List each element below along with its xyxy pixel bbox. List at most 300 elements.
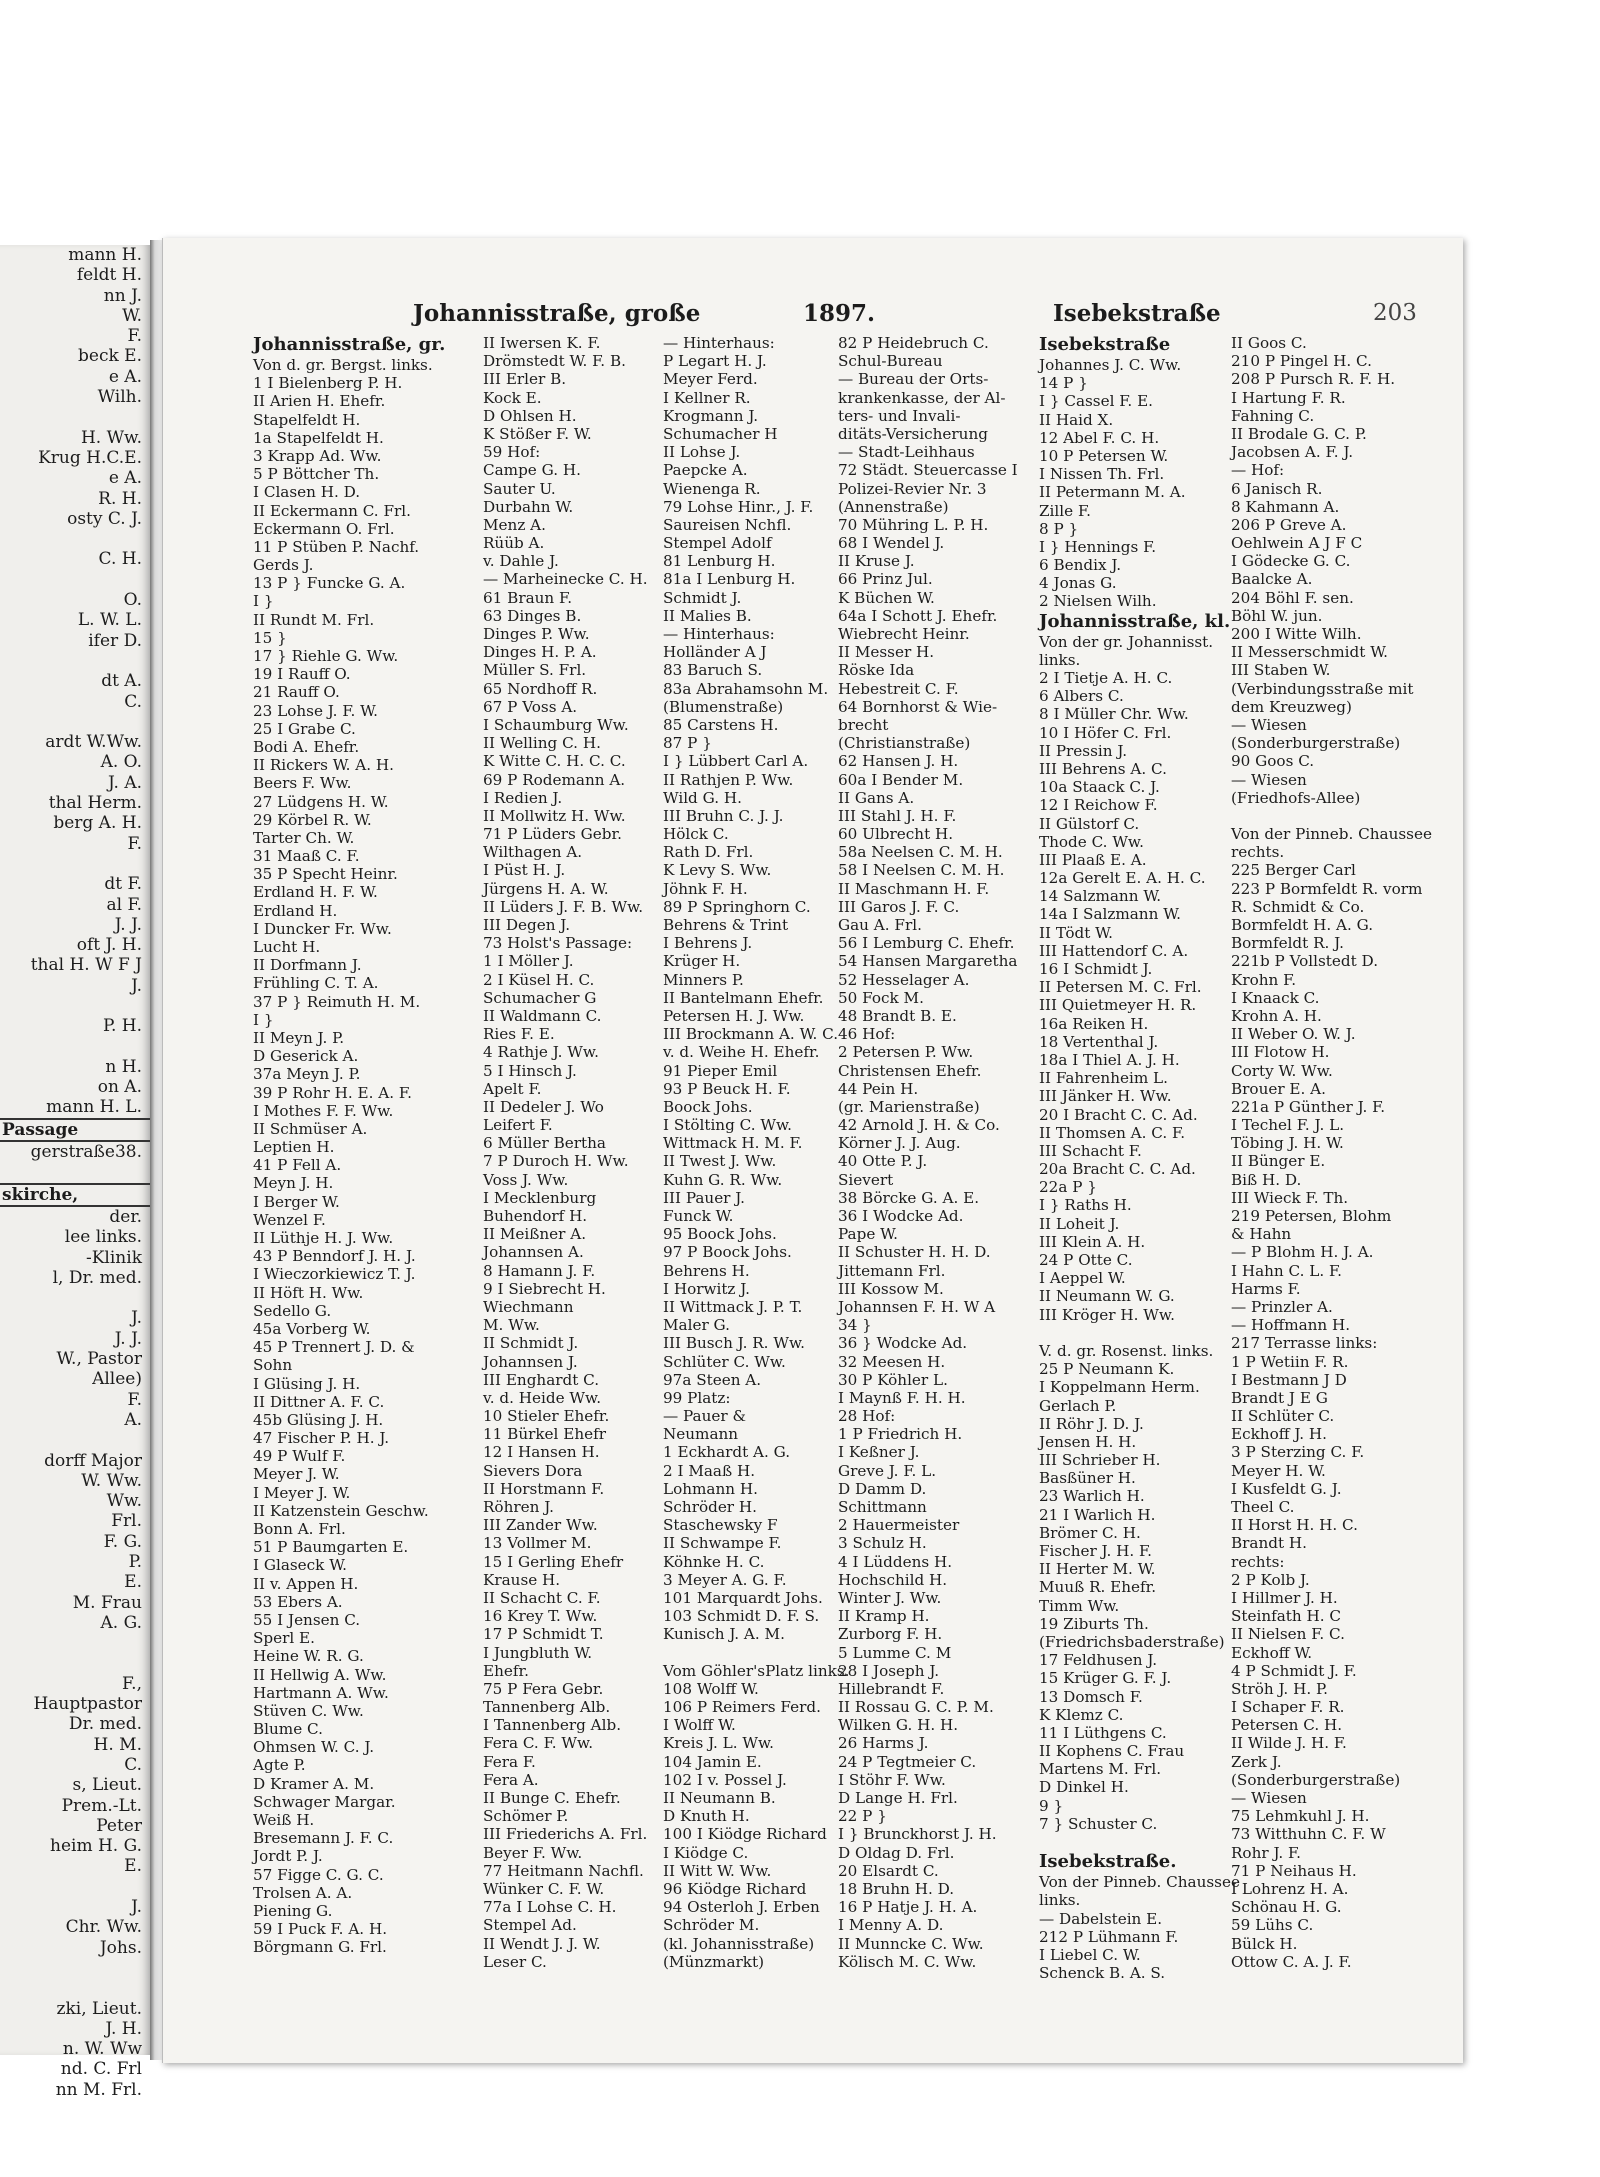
directory-entry: Rohr J. F. — [1231, 1843, 1302, 1862]
facing-page-line: J. — [131, 1897, 142, 1918]
directory-entry: 95 Boock Johs. — [663, 1225, 777, 1244]
facing-page-line: H. M. — [93, 1734, 142, 1755]
directory-entry: 10 I Höfer C. Frl. — [1039, 723, 1172, 742]
facing-page-line: F. — [127, 326, 142, 347]
directory-entry: I Horwitz J. — [663, 1279, 751, 1298]
directory-entry: 16a Reiken H. — [1039, 1014, 1149, 1033]
directory-entry: 51 P Baumgarten E. — [253, 1538, 409, 1557]
directory-entry: Stempel Adolf — [663, 534, 772, 553]
directory-entry: Sedello G. — [253, 1301, 332, 1320]
directory-entry: II Katzenstein Geschw. — [253, 1501, 429, 1520]
directory-entry: 16 Krey T. Ww. — [483, 1607, 598, 1626]
directory-entry: II Munncke C. Ww. — [838, 1934, 984, 1953]
directory-entry: 13 Domsch F. — [1039, 1687, 1143, 1706]
directory-entry: I Kusfeldt G. J. — [1231, 1479, 1342, 1498]
directory-entry: Kock E. — [483, 388, 542, 407]
directory-entry: 6 Albers C. — [1039, 687, 1124, 706]
directory-entry: Gau A. Frl. — [838, 916, 922, 934]
directory-entry: Rath D. Frl. — [663, 843, 754, 862]
facing-page-line: on A. — [97, 1077, 142, 1098]
directory-entry: Sievers Dora — [483, 1461, 583, 1480]
directory-entry: II Schlüter C. — [1231, 1407, 1335, 1426]
directory-entry: Muuß R. Ehefr. — [1039, 1578, 1157, 1597]
directory-entry: Wild G. H. — [663, 788, 742, 807]
directory-entry: K Levy S. Ww. — [663, 861, 772, 880]
facing-page-line: Wilh. — [97, 387, 142, 408]
directory-entry: D Lange H. Frl. — [838, 1789, 958, 1807]
directory-entry: I } Brunckhorst J. H. — [838, 1825, 997, 1844]
facing-page-line — [0, 651, 150, 671]
directory-entry: I } — [253, 592, 274, 611]
directory-entry: 5 Lumme C. M — [838, 1643, 952, 1662]
facing-page-line: thal H. W F J — [30, 955, 142, 976]
facing-page-line: W., Pastor — [56, 1349, 142, 1370]
directory-entry: III Kossow M. — [838, 1279, 944, 1298]
directory-entry: Sohn — [253, 1356, 293, 1375]
directory-entry: Steinfath H. C — [1231, 1607, 1342, 1626]
directory-entry: 58 I Neelsen C. M. H. — [838, 861, 1005, 880]
facing-page-line: F. G. — [103, 1531, 142, 1552]
directory-entry: D Damm D. — [838, 1479, 927, 1498]
directory-entry: P Legart H. J. — [663, 352, 767, 371]
directory-entry: Rüüb A. — [483, 534, 545, 553]
directory-entry: 90 Goos C. — [1231, 752, 1315, 771]
directory-entry: I Duncker Fr. Ww. — [253, 919, 392, 938]
directory-entry: 20 I Bracht C. C. Ad. — [1039, 1105, 1198, 1124]
directory-entry: I Gödecke G. C. — [1231, 552, 1351, 571]
directory-entry: 3 Schulz H. — [838, 1534, 927, 1553]
directory-entry: 64a I Schott J. Ehefr. — [838, 606, 998, 625]
directory-entry: II Tödt W. — [1039, 923, 1113, 942]
directory-entry: 42 Arnold J. H. & Co. — [838, 1116, 1000, 1135]
directory-entry: 85 Carstens H. — [663, 715, 779, 734]
directory-entry: Fera A. — [483, 1770, 539, 1789]
directory-entry: 12 I Reichow F. — [1039, 796, 1158, 815]
facing-page-line: L. W. L. — [77, 610, 142, 631]
directory-entry: 8 Hamann J. F. — [483, 1261, 596, 1280]
directory-entry: 219 Petersen, Blohm — [1231, 1207, 1392, 1225]
directory-entry: I Keßner J. — [838, 1443, 920, 1462]
directory-entry: Von der gr. Johannisst. — [1039, 632, 1214, 651]
directory-entry: 1a Stapelfeldt H. — [253, 428, 384, 447]
directory-entry: 54 Hansen Margaretha — [838, 952, 1018, 971]
directory-entry: I } — [253, 1010, 274, 1029]
directory-entry: Stapelfeldt H. — [253, 410, 361, 429]
directory-entry: Wiechmann — [483, 1297, 574, 1316]
directory-entry: Agte P. — [253, 1756, 306, 1775]
directory-entry: Fera F. — [483, 1752, 536, 1771]
directory-entry: II Petermann M. A. — [1039, 483, 1186, 502]
directory-entry: II Arien H. Ehefr. — [253, 392, 386, 411]
directory-entry: 7 P Duroch H. Ww. — [483, 1152, 629, 1171]
facing-page-line: A. G. — [100, 1612, 142, 1633]
facing-page-line: ifer D. — [88, 630, 142, 651]
directory-entry: 2 Petersen P. Ww. — [838, 1043, 974, 1062]
directory-entry: Jensen H. H. — [1039, 1432, 1137, 1451]
facing-page-line: s, Lieut. — [72, 1775, 142, 1796]
directory-entry: 6 Müller Bertha — [483, 1134, 606, 1153]
directory-entry: 24 P Tegtmeier C. — [838, 1752, 977, 1771]
facing-page-line: mann H. L. — [46, 1097, 142, 1118]
directory-entry: 87 P } — [663, 734, 712, 753]
directory-entry: Buhendorf H. — [483, 1207, 588, 1225]
facing-page-line: mann H. — [68, 245, 142, 265]
facing-page-line — [0, 570, 150, 590]
directory-entry: 12a Gerelt E. A. H. C. — [1039, 869, 1206, 888]
directory-entry: I Koppelmann Herm. — [1039, 1378, 1200, 1397]
directory-entry: Brömer C. H. — [1039, 1523, 1141, 1542]
directory-entry: 11 Bürkel Ehefr — [483, 1425, 606, 1444]
directory-entry: 221a P Günther J. F. — [1231, 1097, 1386, 1116]
directory-entry: 89 P Springhorn C. — [663, 897, 811, 916]
directory-entry: Sperl E. — [253, 1629, 315, 1648]
facing-page-line: Peter — [96, 1815, 142, 1836]
directory-entry: 72 Städt. Steuercasse I — [838, 461, 1018, 480]
directory-entry: links. — [1039, 650, 1081, 669]
directory-entry: Thode C. Ww. — [1039, 832, 1144, 851]
directory-entry: II Messer H. — [838, 643, 935, 662]
directory-entry: V. d. gr. Rosenst. links. — [1039, 1341, 1214, 1360]
directory-entry: Boock Johs. — [663, 1097, 753, 1116]
directory-entry: 223 P Bormfeldt R. vorm — [1231, 879, 1423, 898]
directory-entry: 99 Platz: — [663, 1388, 731, 1407]
directory-entry: 77 Heitmann Nachfl. — [483, 1861, 644, 1880]
directory-entry: 39 P Rohr H. E. A. F. — [253, 1083, 412, 1102]
directory-entry: 79 Lohse Hinr., J. F. — [663, 497, 814, 516]
directory-entry: 1 I Bielenberg P. H. — [253, 374, 403, 393]
facing-page-line: berg A. H. — [53, 813, 142, 834]
directory-entry: Schömer P. — [483, 1807, 569, 1826]
directory-entry: (Annenstraße) — [838, 497, 949, 516]
directory-entry: D Kramer A. M. — [253, 1774, 375, 1793]
facing-page-fragment — [0, 245, 150, 2100]
directory-entry: II Hellwig A. Ww. — [253, 1665, 387, 1684]
facing-page-line: F., — [122, 1673, 142, 1694]
directory-entry: Behrens & Trint — [663, 916, 789, 934]
directory-entry: 104 Jamin E. — [663, 1752, 762, 1771]
directory-entry: I Glüsing J. H. — [253, 1374, 361, 1393]
directory-entry: — Hoffmann H. — [1231, 1316, 1351, 1335]
directory-entry: II Welling C. H. — [483, 734, 601, 753]
facing-page-line: C. — [124, 1754, 142, 1775]
directory-entry: 38 Börcke G. A. E. — [838, 1188, 980, 1207]
directory-entry: Biß H. D. — [1231, 1170, 1302, 1189]
facing-page-line: beck E. — [78, 346, 142, 367]
directory-entry: II Schmidt J. — [483, 1334, 579, 1353]
directory-entry: I Meyer J. W. — [253, 1483, 351, 1502]
directory-entry: Frühling C. T. A. — [253, 974, 379, 993]
directory-entry: II Goos C. — [1231, 334, 1307, 352]
directory-entry: & Hahn — [1231, 1225, 1292, 1244]
directory-entry: II Schwampe F. — [663, 1534, 782, 1553]
directory-entry: 73 Holst's Passage: — [483, 934, 633, 953]
directory-entry: II Weber O. W. J. — [1231, 1025, 1356, 1044]
street-heading: Isebekstraße — [1039, 334, 1171, 355]
directory-entry: II Dedeler J. Wo — [483, 1097, 604, 1116]
directory-entry: Christensen Ehefr. — [838, 1061, 982, 1080]
directory-entry: II Meyn J. P. — [253, 1028, 345, 1047]
directory-entry: 25 I Grabe C. — [253, 719, 356, 738]
directory-entry: Schröder H. — [663, 1498, 757, 1516]
directory-entry: 2 P Kolb J. — [1231, 1570, 1310, 1589]
directory-entry: 103 Schmidt D. F. S. — [663, 1607, 820, 1626]
directory-entry: 75 P Fera Gebr. — [483, 1679, 604, 1698]
directory-entry: III Friederichs A. Frl. — [483, 1825, 648, 1844]
directory-entry: Staschewsky F — [663, 1516, 778, 1535]
directory-entry: 75 Lehmkuhl J. H. — [1231, 1807, 1370, 1826]
running-head-year: 1897. — [803, 300, 876, 327]
directory-entry: III Stahl J. H. F. — [838, 806, 957, 825]
facing-page-line: Dr. med. — [68, 1714, 142, 1735]
directory-entry: Wilken G. H. H. — [838, 1716, 959, 1735]
directory-entry: III Staben W. — [1231, 661, 1331, 680]
directory-entry: 25 P Neumann K. — [1039, 1360, 1175, 1379]
directory-entry: Meyer H. W. — [1231, 1461, 1326, 1480]
directory-entry: 8 I Müller Chr. Ww. — [1039, 705, 1189, 724]
directory-entry: 56 I Lemburg C. Ehefr. — [838, 934, 1015, 953]
directory-entry: 206 P Greve A. — [1231, 515, 1347, 534]
directory-entry: Ohmsen W. C. J. — [253, 1738, 375, 1757]
directory-entry: II Bünger E. — [1231, 1152, 1326, 1171]
directory-entry: 22a P } — [1039, 1178, 1097, 1197]
directory-entry: 1 Eckhardt A. G. — [663, 1443, 791, 1462]
directory-entry: III Degen J. — [483, 916, 571, 934]
directory-entry — [1231, 807, 1463, 825]
directory-entry: III Flotow H. — [1231, 1043, 1330, 1062]
facing-page-line: skirche, — [0, 1183, 150, 1207]
column-6 — [1231, 334, 1463, 2044]
directory-entry: 93 P Beuck H. F. — [663, 1079, 791, 1098]
facing-page-line: Johs. — [99, 1937, 142, 1958]
facing-page-line: Frl. — [111, 1511, 142, 1532]
directory-entry: II Bantelmann Ehefr. — [663, 988, 824, 1007]
directory-entry: Tarter Ch. W. — [253, 828, 355, 847]
directory-entry: (Münzmarkt) — [663, 1952, 764, 1971]
directory-entry: Johannsen F. H. W A — [838, 1297, 996, 1316]
directory-entry: 12 Abel F. C. H. — [1039, 428, 1160, 447]
directory-entry: K Klemz C. — [1039, 1705, 1124, 1724]
directory-entry: 101 Marquardt Johs. — [663, 1588, 823, 1607]
directory-entry: II Höft H. Ww. — [253, 1283, 364, 1302]
directory-entry: Schmidt J. — [663, 588, 742, 607]
facing-page-line — [0, 996, 150, 1016]
directory-entry: 37a Meyn J. P. — [253, 1065, 361, 1084]
directory-entry: III Schacht F. — [1039, 1141, 1142, 1160]
directory-entry: II Messerschmidt W. — [1231, 643, 1388, 662]
directory-entry: III Quietmeyer H. R. — [1039, 996, 1197, 1015]
facing-page-line — [0, 854, 150, 874]
directory-entry: Kunisch J. A. M. — [663, 1625, 785, 1644]
directory-entry: 102 I v. Possel J. — [663, 1770, 787, 1789]
facing-page-line — [0, 1958, 150, 1978]
directory-entry: 221b P Vollstedt D. — [1231, 952, 1379, 971]
facing-page-line: Prem.-Lt. — [61, 1795, 142, 1816]
directory-entry: — Wiesen — [1231, 1789, 1307, 1807]
directory-entry: Brandt J E G — [1231, 1388, 1328, 1407]
directory-entry: Theel C. — [1231, 1498, 1295, 1516]
directory-entry: Lohmann H. — [663, 1479, 758, 1498]
directory-entry: 53 Ebers A. — [253, 1592, 343, 1611]
facing-page-line: -Klinik — [85, 1247, 142, 1268]
facing-page-line: Krug H.C.E. — [38, 447, 142, 468]
directory-entry: II Dorfmann J. — [253, 956, 362, 975]
directory-entry: 47 Fischer P. H. J. — [253, 1429, 390, 1448]
directory-entry: 20 Elsardt C. — [838, 1861, 939, 1880]
directory-entry: II Gans A. — [838, 788, 915, 807]
directory-entry: (Blumenstraße) — [663, 697, 784, 716]
directory-entry: 45b Glüsing J. H. — [253, 1410, 384, 1429]
directory-entry: Hillebrandt F. — [838, 1679, 945, 1698]
directory-entry: II Brodale G. C. P. — [1231, 424, 1367, 443]
facing-page-line: Hauptpastor — [33, 1694, 142, 1715]
facing-page-line: O. — [123, 590, 142, 611]
directory-entry: (Verbindungsstraße mit — [1231, 679, 1414, 698]
facing-page-line — [0, 712, 150, 732]
directory-entry: Leifert F. — [483, 1116, 553, 1135]
directory-entry: II Schuster H. H. D. — [838, 1243, 991, 1262]
facing-page-line: l, Dr. med. — [52, 1267, 142, 1288]
directory-entry: Wilthagen A. — [483, 843, 583, 862]
directory-entry: II Loheit J. — [1039, 1214, 1120, 1233]
directory-entry: II Dittner A. F. C. — [253, 1392, 385, 1411]
directory-entry: II Wendt J. J. W. — [483, 1934, 601, 1953]
directory-entry: 26 Harms J. — [838, 1734, 929, 1753]
directory-entry: I } Cassel F. E. — [1039, 392, 1153, 411]
directory-entry: 21 Rauff O. — [253, 683, 340, 702]
directory-entry: III Bruhn C. J. J. — [663, 806, 784, 825]
directory-entry: II Röhr J. D. J. — [1039, 1414, 1144, 1433]
directory-entry: 9 } — [1039, 1796, 1064, 1815]
directory-entry: 24 P Otte C. — [1039, 1251, 1133, 1269]
directory-entry: Wittmack H. M. F. — [663, 1134, 803, 1153]
directory-entry: III Garos J. F. C. — [838, 897, 960, 916]
directory-entry: I Tannenberg Alb. — [483, 1716, 622, 1735]
directory-entry: Schenck B. A. S. — [1039, 1964, 1166, 1983]
directory-entry: 6 Janisch R. — [1231, 479, 1323, 498]
facing-page-line: nd. C. Frl — [60, 2059, 142, 2080]
directory-entry: 9 I Siebrecht H. — [483, 1279, 606, 1298]
directory-entry: 34 } — [838, 1316, 872, 1335]
street-heading: Isebekstraße. — [1039, 1851, 1177, 1873]
directory-entry: Schwager Margar. — [253, 1792, 396, 1811]
directory-entry: Krüger H. — [663, 952, 741, 971]
directory-entry: 36 I Wodcke Ad. — [838, 1207, 964, 1225]
directory-entry: I Bestmann J D — [1231, 1370, 1347, 1389]
directory-entry: 94 Osterloh J. Erben — [663, 1898, 820, 1917]
directory-entry: rechts: — [1231, 1552, 1285, 1571]
directory-entry: 20a Bracht C. C. Ad. — [1039, 1160, 1196, 1179]
directory-entry: Johannsen J. — [483, 1352, 578, 1371]
directory-entry: 81 Lenburg H. — [663, 552, 776, 571]
directory-entry: (Sonderburgerstraße) — [1231, 734, 1401, 753]
facing-page-line: Allee) — [92, 1369, 142, 1390]
directory-entry: II Kophens C. Frau — [1039, 1742, 1185, 1761]
directory-entry: Meyer Ferd. — [663, 370, 758, 389]
directory-entry: 45a Vorberg W. — [253, 1319, 371, 1338]
directory-entry: Apelt F. — [483, 1079, 542, 1098]
directory-entry: 83 Baruch S. — [663, 661, 763, 680]
directory-entry: II v. Appen H. — [253, 1574, 359, 1593]
directory-entry: (Sonderburgerstraße) — [1231, 1770, 1401, 1789]
directory-entry: 3 Meyer A. G. F. — [663, 1570, 787, 1589]
directory-entry: Müller S. Frl. — [483, 661, 587, 680]
directory-entry: 59 I Puck F. A. H. — [253, 1920, 388, 1939]
directory-entry: 77a I Lohse C. H. — [483, 1898, 617, 1917]
facing-page-line: M. Frau — [72, 1592, 142, 1613]
directory-entry: Meyn J. H. — [253, 1174, 334, 1193]
directory-entry: 13 P } Funcke G. A. — [253, 574, 406, 593]
directory-entry: II Neumann B. — [663, 1789, 776, 1807]
directory-entry: Von der Pinneb. Chaussee — [1231, 825, 1432, 844]
facing-page-line: n H. — [105, 1056, 142, 1077]
directory-entry: Eckermann O. Frl. — [253, 519, 395, 538]
directory-entry: Leptien H. — [253, 1138, 335, 1157]
facing-page-line: lee links. — [64, 1227, 142, 1248]
directory-entry: III Enghardt C. — [483, 1370, 600, 1389]
directory-entry: I Redien J. — [483, 788, 563, 807]
directory-entry: Ströh J. H. P. — [1231, 1679, 1328, 1698]
page-number: 203 — [1373, 300, 1417, 326]
directory-entry: — Hof: — [1231, 461, 1285, 480]
directory-entry: Meyer J. W. — [253, 1465, 340, 1484]
facing-page-line: ardt W.Ww. — [45, 732, 142, 753]
directory-entry: links. — [1039, 1891, 1081, 1910]
directory-entry: 10a Staack C. J. — [1039, 778, 1160, 797]
directory-entry: Röske Ida — [838, 661, 915, 680]
directory-entry: 59 Hof: — [483, 443, 541, 462]
directory-entry: — P Blohm H. J. A. — [1231, 1243, 1374, 1262]
directory-entry: Gerlach P. — [1039, 1396, 1117, 1415]
directory-entry: Erdland H. F. W. — [253, 883, 378, 902]
facing-page-line: P. — [128, 1552, 142, 1572]
directory-entry: 49 P Wulf F. — [253, 1447, 346, 1466]
directory-entry: 1 P Friedrich H. — [838, 1425, 963, 1444]
directory-entry: II Rossau G. C. P. M. — [838, 1698, 994, 1717]
directory-entry: II Wilde J. H. F. — [1231, 1734, 1347, 1753]
directory-entry: Holländer A J — [663, 643, 767, 662]
directory-entry: 71 P Lüders Gebr. — [483, 825, 622, 844]
directory-entry: Funck W. — [663, 1207, 734, 1225]
directory-entry: 2 Hauermeister — [838, 1516, 960, 1535]
directory-entry: Martens M. Frl. — [1039, 1760, 1162, 1779]
facing-page-line: E. — [124, 1856, 142, 1877]
directory-entry: 57 Figge C. G. C. — [253, 1865, 384, 1884]
facing-page-line: J. H. — [105, 2018, 142, 2039]
directory-entry: Tannenberg Alb. — [483, 1698, 611, 1717]
directory-entry: Voss J. Ww. — [483, 1170, 569, 1189]
directory-entry: II Nielsen F. C. — [1231, 1625, 1345, 1644]
facing-page-line: al F. — [106, 894, 142, 915]
directory-entry: Schlüter C. Ww. — [663, 1352, 786, 1371]
directory-entry: Menz A. — [483, 515, 546, 534]
directory-entry: Bormfeldt R. J. — [1231, 934, 1344, 953]
directory-entry: I Stölting C. Ww. — [663, 1116, 792, 1135]
directory-entry: 10 P Petersen W. — [1039, 446, 1169, 465]
directory-entry: — Hinterhaus: — [663, 625, 775, 643]
directory-entry: 3 Krapp Ad. Ww. — [253, 446, 382, 465]
directory-entry: III Pauer J. — [663, 1188, 746, 1207]
directory-entry: (Friedhofs-Allee) — [1231, 788, 1361, 807]
directory-entry: — Hinterhaus: — [663, 334, 775, 352]
directory-entry: 82 P Heidebruch C. — [838, 334, 989, 352]
directory-entry: Zerk J. — [1231, 1752, 1282, 1771]
directory-entry: v. d. Heide Ww. — [483, 1388, 602, 1407]
directory-entry: — Stadt-Leihhaus — [838, 443, 975, 462]
directory-entry: Sauter U. — [483, 479, 556, 498]
facing-page-line: nn M. Frl. — [55, 2079, 142, 2100]
directory-entry: 2 Nielsen Wilh. — [1039, 592, 1157, 611]
directory-entry: 35 P Specht Heinr. — [253, 865, 398, 884]
